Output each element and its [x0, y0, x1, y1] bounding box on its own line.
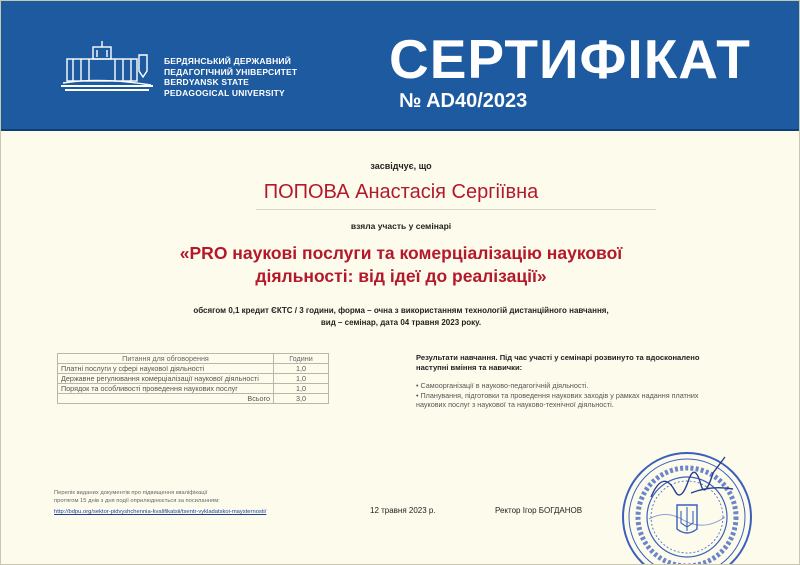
table-row — [58, 374, 329, 384]
certifies-text: засвідчує, що — [370, 161, 432, 171]
footnote-line: Перелік виданих документів про підвищення кваліфікації — [54, 490, 208, 496]
registry-link[interactable]: http://bdpu.org/sektor-pidvyshchennia-kvalifikatsii/tsentr-vykladatskoi-maysternosti/ — [54, 509, 267, 515]
details-line: вид – семінар, дата 04 травня 2023 року. — [320, 318, 482, 327]
hours-cell: 1,0 — [274, 384, 329, 394]
handwritten-signature-icon — [641, 449, 741, 519]
rector-signature-line: Ректор Ігор БОГДАНОВ — [495, 506, 583, 515]
university-line: ПЕДАГОГІЧНИЙ УНІВЕРСИТЕТ — [164, 66, 298, 77]
university-line: БЕРДЯНСЬКИЙ ДЕРЖАВНИЙ — [164, 56, 292, 66]
footnote-line: протягом 15 днів з дня події оприлюднюється за посиланням: — [54, 498, 220, 504]
footnote — [54, 489, 266, 516]
university-name — [164, 56, 297, 98]
certificate-title: СЕРТИФІКАТ — [389, 28, 751, 90]
column-header-hours: Години — [274, 354, 329, 364]
topic-cell: Платні послуги у сфері наукової діяльності — [58, 364, 274, 374]
course-details — [1, 305, 800, 329]
seminar-title-line: «PRO наукові послуги та комерціалізацію наукової — [179, 243, 623, 263]
header-divider — [1, 129, 800, 131]
topic-cell: Порядок та особливості проведення наукових послуг — [58, 384, 274, 394]
header-banner — [1, 1, 800, 129]
seminar-title-line: діяльності: від ідеї до реалізації» — [255, 266, 547, 286]
table-row — [58, 364, 329, 374]
table-row — [58, 384, 329, 394]
total-label: Всього — [58, 394, 274, 404]
certificate-number: № AD40/2023 — [399, 90, 528, 112]
recipient-name: ПОПОВА Анастасія Сергіївна — [263, 181, 539, 203]
university-line: PEDAGOGICAL UNIVERSITY — [164, 87, 285, 98]
total-hours: 3,0 — [274, 394, 329, 404]
university-line: BERDYANSK STATE — [164, 77, 250, 87]
table-header-row — [58, 354, 329, 364]
name-underline — [256, 209, 656, 210]
topic-cell: Державне регулювання комерціалізації наукової діяльності — [58, 374, 274, 384]
hours-cell: 1,0 — [274, 364, 329, 374]
column-header-topic: Питання для обговорення — [58, 354, 274, 364]
results-list — [416, 381, 716, 409]
results-title: Результати навчання. Під час участі у семінарі розвинуто та вдосконалено наступні вміння та навички: — [416, 353, 700, 372]
university-building-logo-icon — [61, 41, 156, 96]
seminar-title — [1, 242, 800, 288]
learning-results — [416, 353, 716, 410]
participated-text: взяла участь у семінарі — [350, 221, 452, 231]
list-item: • Планування, підготовки та проведення наукових заходів у рамках надання платних наукових послуг з наукової та науково-технічної діяльності. — [416, 391, 699, 409]
table-total-row — [58, 394, 329, 404]
topics-table — [57, 353, 329, 404]
hours-cell: 1,0 — [274, 374, 329, 384]
list-item: • Самоорганізації в науково-педагогічній діяльності. — [416, 381, 589, 390]
issue-date: 12 травня 2023 р. — [370, 506, 436, 515]
details-line: обсягом 0,1 кредит ЄКТС / 3 години, форма – очна з використанням технологій дистанційного навчання, — [193, 306, 609, 315]
